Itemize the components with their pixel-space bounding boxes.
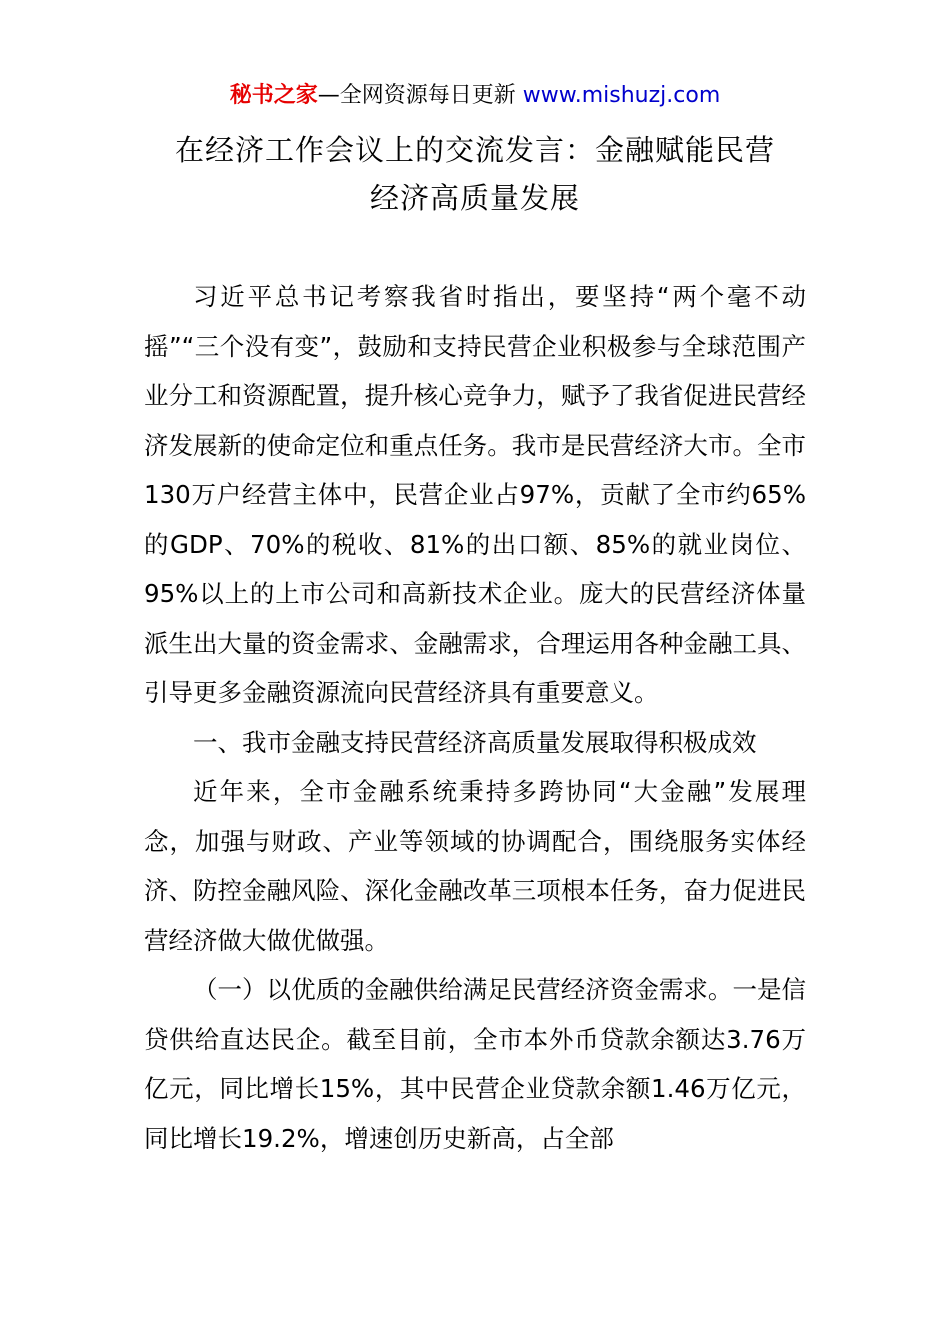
document-body xyxy=(144,272,806,1163)
document-title xyxy=(120,126,830,222)
paragraph-overview: 近年来，全市金融系统秉持多跨协同“大金融”发展理念，加强与财政、产业等领域的协调配合，围绕服务实体经济、防控金融风险、深化金融改革三项根本任务，奋力促进民营经济做大做优做强。 xyxy=(144,777,806,955)
site-header xyxy=(0,80,950,112)
section-heading-1: 一、我市金融支持民营经济高质量发展取得积极成效 xyxy=(193,727,757,757)
title-line-2: 经济高质量发展 xyxy=(369,181,580,215)
title-line-1: 在经济工作会议上的交流发言：金融赋能民营 xyxy=(174,133,775,167)
site-tagline: —全网资源每日更新 xyxy=(317,83,523,108)
paragraph-intro: 习近平总书记考察我省时指出，要坚持“两个毫不动摇”“三个没有变”，鼓励和支持民营企业积极参与全球范围产业分工和资源配置，提升核心竞争力，赋予了我省促进民营经济发展新的使命定位和重点任务。我市是民营经济大市。全市130万户经营主体中，民营企业占97%，贡献了全市约65%的GDP、70%的税收、81%的出口额、85%的就业岗位、95%以上的上市公司和高新技术企业。庞大的民营经济体量派生出大量的资金需求、金融需求，合理运用各种金融工具、引导更多金融资源流向民营经济具有重要意义。 xyxy=(144,282,806,707)
site-brand: 秘书之家 xyxy=(229,83,318,108)
site-url-link[interactable]: www.mishuzj.com xyxy=(522,83,721,108)
paragraph-subsection-1: （一）以优质的金融供给满足民营经济资金需求。一是信贷供给直达民企。截至目前，全市本外币贷款余额达3.76万亿元，同比增长15%，其中民营企业贷款余额1.46万亿元，同比增长19.2%，增速创历史新高，占全部 xyxy=(144,975,806,1153)
